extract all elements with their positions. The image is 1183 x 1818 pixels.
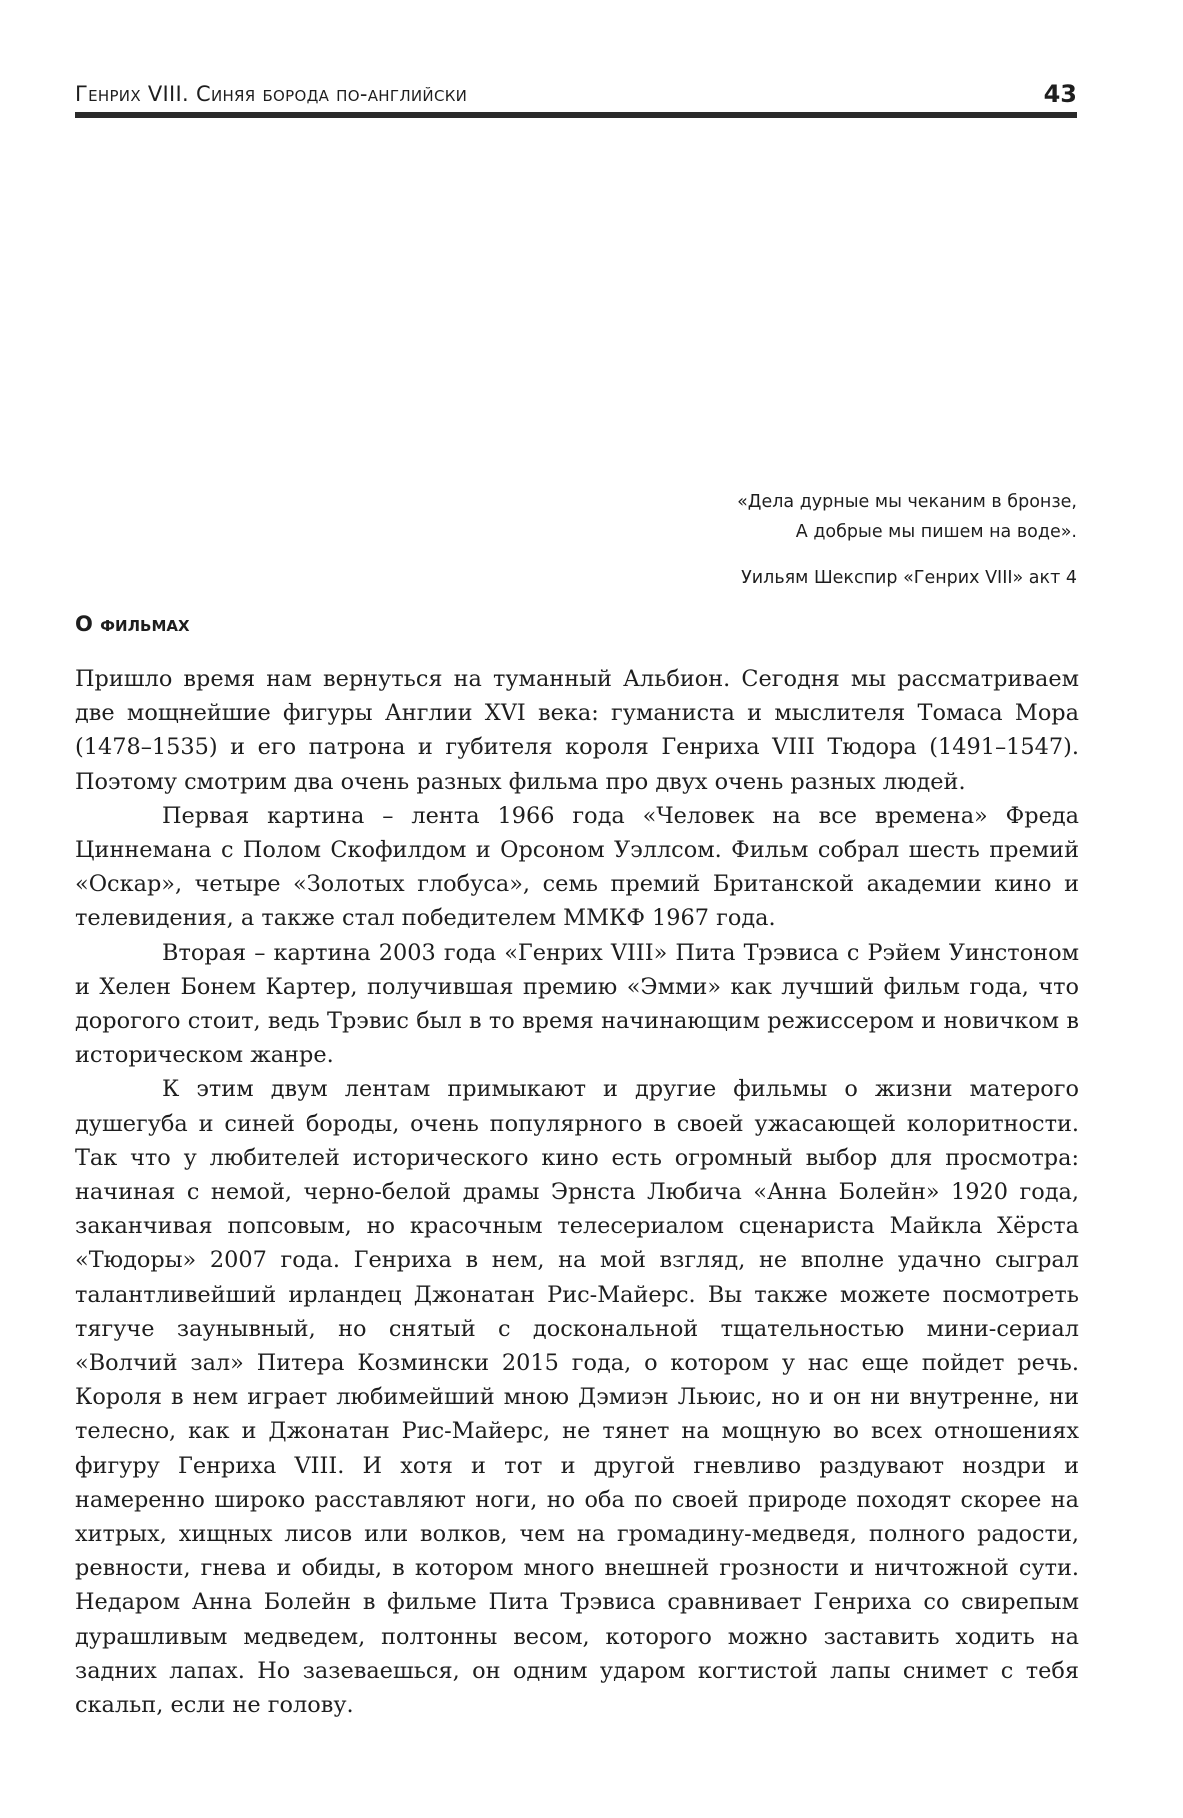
epigraph-attribution: Уильям Шекспир «Генрих VIII» акт 4	[741, 568, 1077, 588]
epigraph-line-1: «Дела дурные мы чеканим в бронзе,	[737, 492, 1077, 512]
section-heading: О фильмах	[75, 612, 190, 636]
paragraph-2: Первая картина – лента 1966 года «Человек на все времена» Фреда Циннемана с Полом Скофилдом и Орсоном Уэллсом. Фильм собрал шесть премий «Оскар», четыре «Золотых глобуса», семь премий Британской академии кино и телевидения, а также стал победителем ММКФ 1967 года.	[75, 802, 1079, 932]
header-rule	[75, 112, 1077, 118]
body-text	[75, 662, 1079, 1722]
running-head	[75, 76, 1077, 112]
paragraph-4: К этим двум лентам примыкают и другие фильмы о жизни матерого душегуба и синей бороды, очень популярного в своей ужасающей колоритности. Так что у любителей исторического кино есть огромный выбор для просмотра: начиная с немой, черно-белой драмы Эрнста Любича «Анна Болейн» 1920 года, заканчивая попсовым, но красочным телесериалом сценариста Майкла Хёрста «Тюдоры» 2007 года. Генриха в нем, на мой взгляд, не вполне удачно сыграл талантливейший ирландец Джонатан Рис-Майерс. Вы также можете посмотреть тягуче заунывный, но снятый с доскональной тщательностью мини-сериал «Волчий зал» Питера Козмински 2015 года, о котором у нас еще пойдет речь. Короля в нем играет любимейший мною Дэмиэн Льюис, но и он ни внутренне, ни телесно, как и Джонатан Рис-Майерс, не тянет на мощную во всех отношениях фигуру Генриха VIII. И хотя и тот и другой гневливо раздувают ноздри и намеренно широко расставляют ноги, но оба по своей природе походят скорее на хитрых, хищных лисов или волков, чем на громадину-медведя, полного радости, ревности, гнева и обиды, в котором много внешней грозности и ничтожной сути. Недаром Анна Болейн в фильме Пита Трэвиса сравнивает Генриха со свирепым дурашливым медведем, полтонны весом, которого можно заставить ходить на задних лапах. Но зазеваешься, он одним ударом когтистой лапы снимет с тебя скальп, если не голову.	[75, 1076, 1079, 1719]
page-number: 43	[1043, 80, 1077, 108]
running-title: Генрих VIII. Синяя борода по-английски	[75, 82, 468, 106]
paragraph-3: Вторая – картина 2003 года «Генрих VIII» Пита Трэвиса с Рэйем Уинстоном и Хелен Бонем Картер, получившая премию «Эмми» как лучший фильм года, что дорогого стоит, ведь Трэвис был в то время начинающим режиссером и новичком в историческом жанре.	[75, 939, 1079, 1069]
epigraph-line-2: А добрые мы пишем на воде».	[795, 522, 1077, 542]
paragraph-1: Пришло время нам вернуться на туманный Альбион. Сегодня мы рассматриваем две мощнейшие фигуры Англии XVI века: гуманиста и мыслителя Томаса Мора (1478–1535) и его патрона и губителя короля Генриха VIII Тюдора (1491–1547). Поэтому смотрим два очень разных фильма про двух очень разных людей.	[75, 666, 1079, 795]
epigraph	[737, 487, 1077, 593]
